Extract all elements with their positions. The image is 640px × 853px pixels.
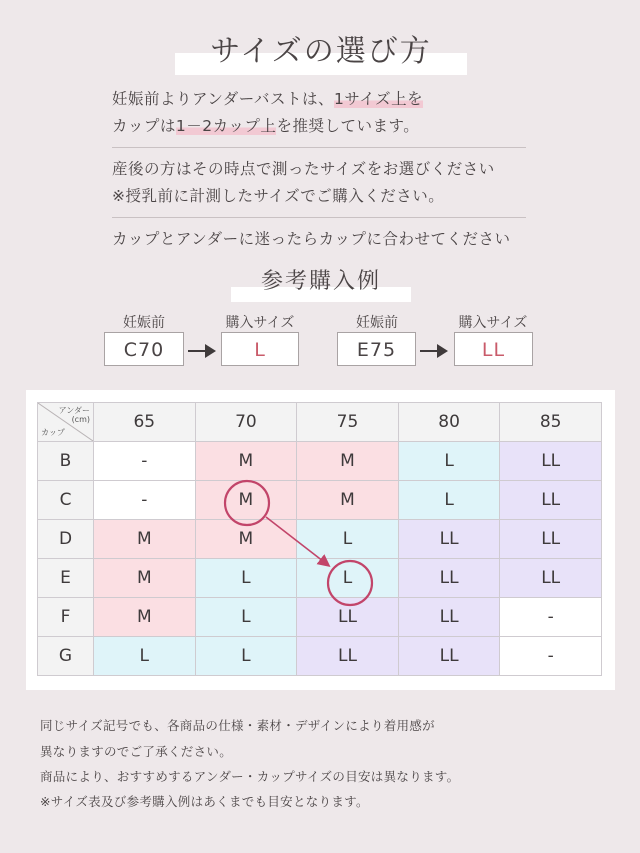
- size-cell: LL: [500, 481, 602, 520]
- example-heading: 参考購入例: [260, 269, 381, 294]
- note-line: ※サイズ表及び参考購入例はあくまでも目安となります。: [40, 794, 369, 809]
- size-cell: M: [195, 442, 297, 481]
- size-cell: L: [398, 481, 500, 520]
- column-header: 80: [398, 403, 500, 442]
- example-2-before-label: 妊娠前: [356, 315, 398, 331]
- table-row: [38, 559, 602, 598]
- table-row: [38, 598, 602, 637]
- size-cell: LL: [500, 442, 602, 481]
- arrow-right-icon: [188, 350, 214, 352]
- intro-line-2: [112, 113, 419, 140]
- table-row: [38, 481, 602, 520]
- size-cell: M: [195, 520, 297, 559]
- intro-text: を推奨しています。: [276, 117, 420, 135]
- example-1-before-value: C70: [104, 332, 184, 366]
- table-corner: [38, 403, 94, 442]
- size-cell: LL: [398, 559, 500, 598]
- size-cell: L: [195, 559, 297, 598]
- row-header-cup: F: [38, 598, 94, 637]
- column-header: 85: [500, 403, 602, 442]
- size-cell: LL: [500, 559, 602, 598]
- corner-cup-label: カップ: [41, 428, 65, 437]
- size-cell: M: [195, 481, 297, 520]
- row-header-cup: C: [38, 481, 94, 520]
- example-2-after-value: LL: [454, 332, 533, 366]
- intro-text: 妊娠前よりアンダーバストは、: [112, 90, 334, 108]
- size-cell: M: [94, 598, 196, 637]
- table-row: [38, 520, 602, 559]
- column-header: 70: [195, 403, 297, 442]
- page-title: サイズの選び方: [210, 34, 432, 69]
- size-cell: M: [297, 442, 399, 481]
- note-line: 同じサイズ記号でも、各商品の仕様・素材・デザインにより着用感が: [40, 718, 435, 733]
- size-cell: -: [94, 481, 196, 520]
- intro-highlight: 1サイズ上を: [334, 90, 424, 108]
- row-header-cup: B: [38, 442, 94, 481]
- size-cell: L: [195, 637, 297, 676]
- size-cell: L: [195, 598, 297, 637]
- size-cell: L: [398, 442, 500, 481]
- table-row: [38, 637, 602, 676]
- table-header-row: [38, 403, 602, 442]
- column-header: 75: [297, 403, 399, 442]
- intro-line-1: [112, 86, 423, 113]
- size-table: [37, 402, 602, 676]
- size-cell: LL: [398, 520, 500, 559]
- table-row: [38, 442, 602, 481]
- example-1-before-label: 妊娠前: [123, 315, 165, 331]
- size-cell: -: [94, 442, 196, 481]
- size-cell: M: [94, 559, 196, 598]
- intro-line-3: 産後の方はその時点で測ったサイズをお選びください: [112, 160, 495, 178]
- size-cell: M: [297, 481, 399, 520]
- size-cell: LL: [398, 598, 500, 637]
- example-heading-block: [231, 266, 411, 302]
- note-line: 商品により、おすすめするアンダー・カップサイズの目安は異なります。: [40, 769, 460, 784]
- row-header-cup: D: [38, 520, 94, 559]
- row-header-cup: G: [38, 637, 94, 676]
- intro-line-4: ※授乳前に計測したサイズでご購入ください。: [112, 187, 445, 205]
- intro-text: カップは: [112, 117, 176, 135]
- size-cell: -: [500, 637, 602, 676]
- example-1-after-label: 購入サイズ: [225, 315, 295, 331]
- page-title-block: [175, 30, 467, 75]
- example-2-after-label: 購入サイズ: [458, 315, 528, 331]
- size-cell: M: [94, 520, 196, 559]
- size-cell: -: [500, 598, 602, 637]
- arrow-right-icon: [420, 350, 446, 352]
- size-cell: LL: [297, 598, 399, 637]
- size-cell: L: [297, 559, 399, 598]
- size-cell: LL: [500, 520, 602, 559]
- divider: [112, 147, 526, 148]
- corner-under-label: アンダー (cm): [58, 406, 90, 424]
- example-2-before-value: E75: [337, 332, 416, 366]
- size-cell: LL: [297, 637, 399, 676]
- column-header: 65: [94, 403, 196, 442]
- size-cell: LL: [398, 637, 500, 676]
- size-cell: L: [94, 637, 196, 676]
- row-header-cup: E: [38, 559, 94, 598]
- size-cell: L: [297, 520, 399, 559]
- intro-highlight: 1－2カップ上: [175, 117, 277, 135]
- note-line: 異なりますのでご了承ください。: [40, 744, 233, 759]
- divider: [112, 217, 526, 218]
- intro-line-5: カップとアンダーに迷ったらカップに合わせてください: [112, 230, 511, 248]
- example-1-after-value: L: [221, 332, 299, 366]
